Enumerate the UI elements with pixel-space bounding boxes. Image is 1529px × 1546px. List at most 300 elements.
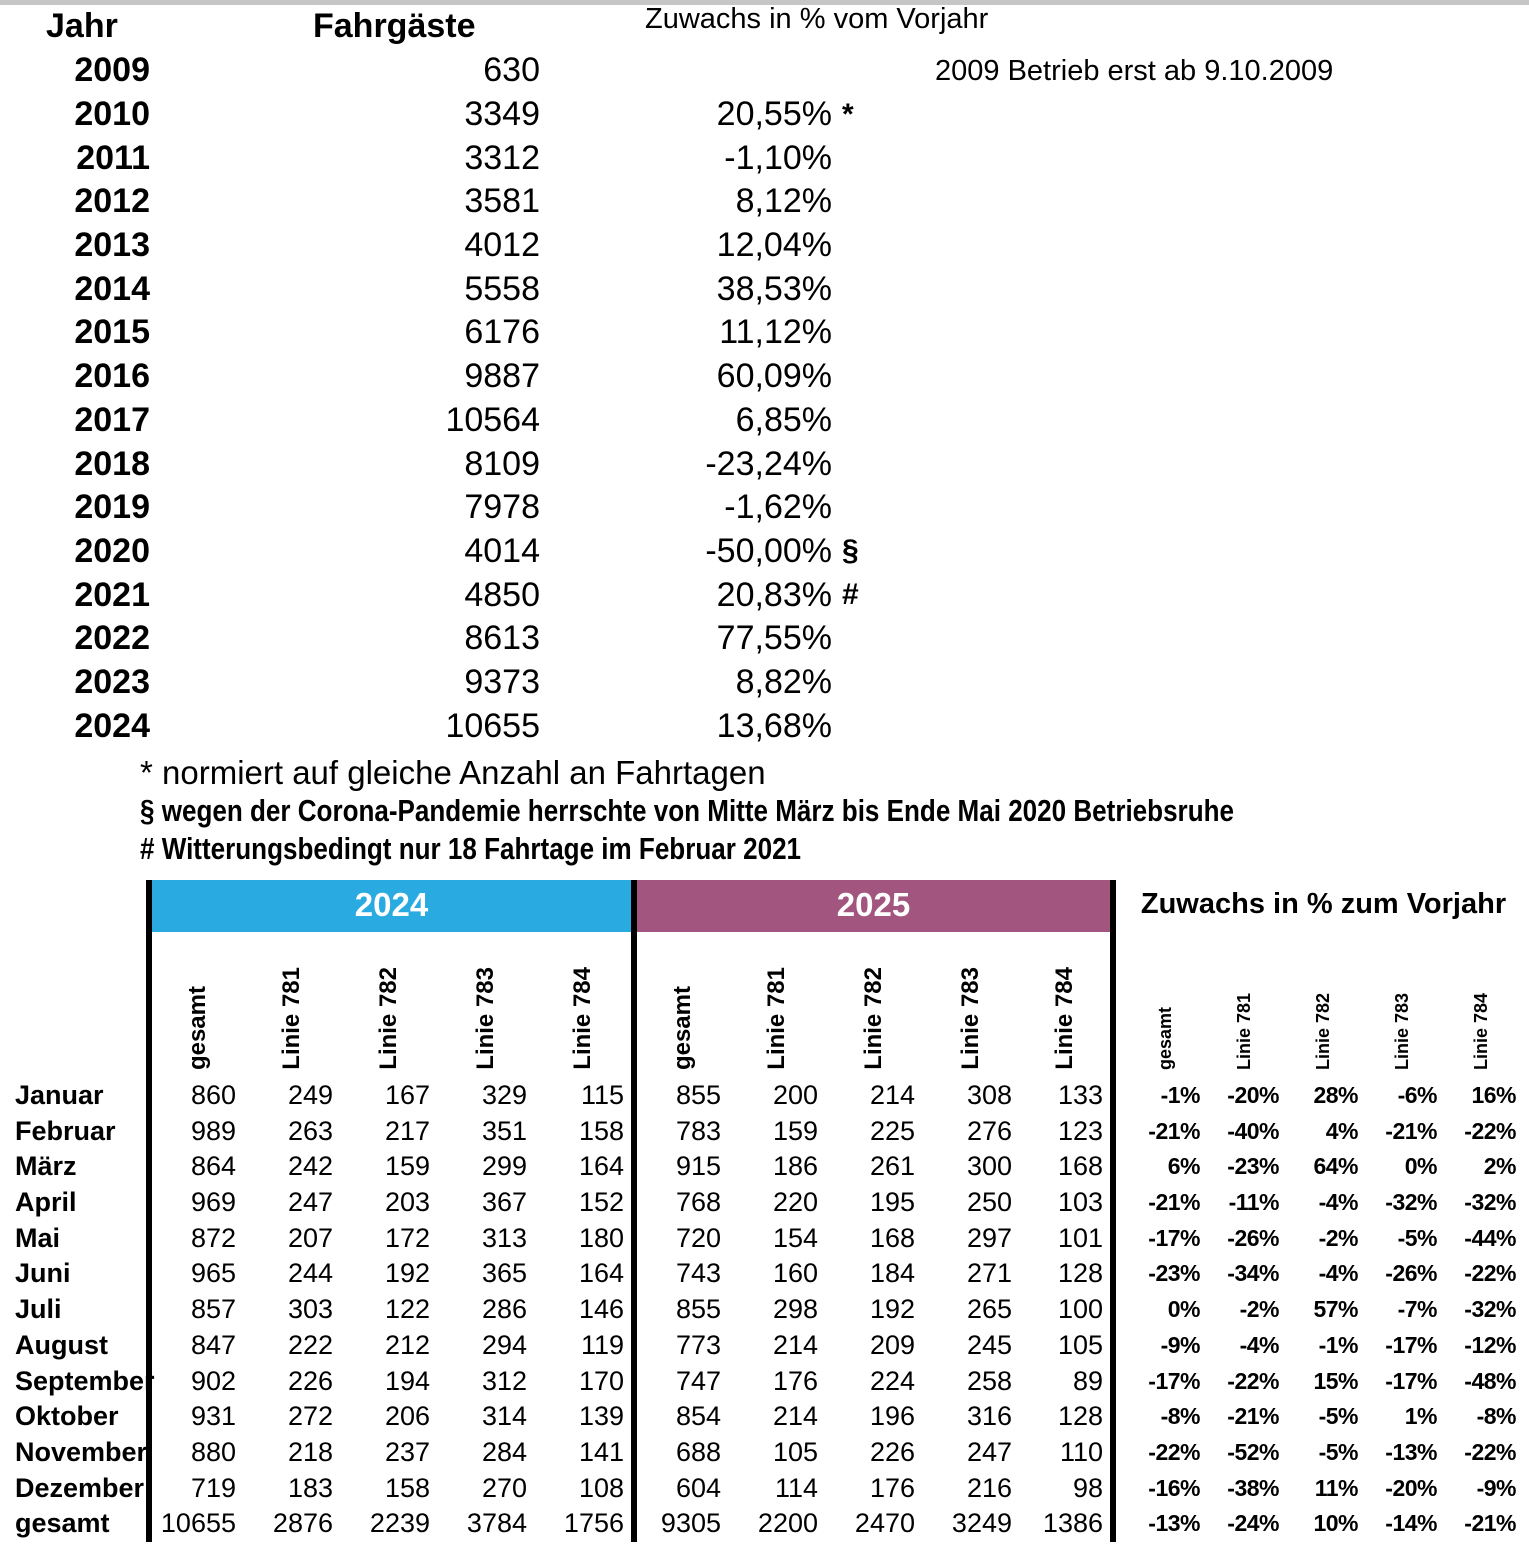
month-label: September bbox=[15, 1365, 155, 1396]
data-cell-2025: 110 bbox=[1019, 1435, 1116, 1471]
data-cell-2024: 119 bbox=[580, 1329, 624, 1360]
passengers-cell: 9373 bbox=[464, 662, 540, 701]
row-spacer bbox=[1116, 1506, 1126, 1542]
data-cell-2025: 128 bbox=[1019, 1399, 1116, 1435]
growth-cell: -26% bbox=[1385, 1260, 1437, 1287]
year-row bbox=[0, 399, 1529, 443]
column-label-text: gesamt bbox=[668, 985, 696, 1070]
data-cell-2024: 212 bbox=[384, 1329, 430, 1360]
year-cell: 2011 bbox=[76, 138, 150, 177]
passengers-cell: 9887 bbox=[464, 357, 540, 396]
data-cell-2025: 1386 bbox=[1019, 1506, 1116, 1542]
month-label: Juni bbox=[15, 1258, 71, 1289]
data-cell-2024: 989 bbox=[146, 1114, 243, 1150]
data-cell-2025: 98 bbox=[1019, 1471, 1116, 1507]
data-cell-2025: 261 bbox=[869, 1151, 915, 1182]
data-cell-2025: 768 bbox=[631, 1185, 728, 1221]
column-label-text: Linie 782 bbox=[1313, 992, 1333, 1070]
data-cell-2024: 270 bbox=[481, 1472, 527, 1503]
growth-cell: -21% bbox=[1148, 1117, 1200, 1144]
data-cell-2024: 313 bbox=[481, 1222, 527, 1253]
data-cell-2025: 245 bbox=[966, 1329, 1012, 1360]
year-cell: 2010 bbox=[74, 95, 150, 134]
year-row bbox=[0, 486, 1529, 530]
growth-cell: -40% bbox=[1227, 1117, 1279, 1144]
data-cell-2024: 164 bbox=[578, 1258, 624, 1289]
growth-cell: -48% bbox=[1464, 1367, 1516, 1394]
growth-cell: -1,10% bbox=[724, 138, 832, 177]
growth-cell: 38,53% bbox=[716, 269, 832, 308]
growth-cell: 10% bbox=[1313, 1510, 1358, 1537]
year-cell: 2013 bbox=[74, 226, 150, 265]
column-label-growth bbox=[1442, 932, 1521, 1078]
data-cell-2025: 220 bbox=[772, 1187, 818, 1218]
column-label-growth bbox=[1205, 932, 1284, 1078]
column-label-2025 bbox=[631, 932, 728, 1078]
data-cell-2025: 743 bbox=[631, 1256, 728, 1292]
data-cell-2024: 249 bbox=[287, 1080, 333, 1110]
data-cell-2024: 902 bbox=[146, 1364, 243, 1400]
growth-cell: -13% bbox=[1148, 1510, 1200, 1537]
column-label-text: Linie 781 bbox=[1234, 992, 1254, 1070]
year-cell: 2023 bbox=[74, 662, 150, 701]
year-cell: 2019 bbox=[74, 488, 150, 527]
data-cell-2024: 108 bbox=[578, 1472, 624, 1503]
data-cell-2025: 915 bbox=[631, 1149, 728, 1185]
data-cell-2024: 367 bbox=[481, 1187, 527, 1218]
data-cell-2025: 225 bbox=[869, 1115, 915, 1146]
column-label-text: Linie 784 bbox=[568, 967, 596, 1070]
month-label: Dezember bbox=[15, 1472, 145, 1503]
data-cell-2025: 103 bbox=[1019, 1185, 1116, 1221]
footnote-line: § wegen der Corona-Pandemie herrschte von Mitte März bis Ende Mai 2020 Betriebsruhe bbox=[140, 793, 1234, 828]
growth-cell: -17% bbox=[1385, 1367, 1437, 1394]
column-label-growth bbox=[1363, 932, 1442, 1078]
growth-cell: -23% bbox=[1227, 1153, 1279, 1180]
data-cell-2024: 2876 bbox=[272, 1508, 333, 1539]
column-label-text: Linie 781 bbox=[277, 967, 305, 1070]
passengers-cell: 3312 bbox=[464, 138, 540, 177]
data-cell-2025: 258 bbox=[966, 1365, 1012, 1396]
row-spacer bbox=[1116, 1471, 1126, 1507]
passengers-cell: 10564 bbox=[445, 400, 540, 439]
year-cell: 2021 bbox=[74, 575, 150, 614]
data-cell-2024: 115 bbox=[580, 1080, 624, 1110]
data-cell-2024: 159 bbox=[384, 1151, 430, 1182]
growth-cell: 8,82% bbox=[735, 662, 832, 701]
growth-cell: -22% bbox=[1464, 1438, 1516, 1465]
growth-cell: -6% bbox=[1397, 1082, 1437, 1108]
growth-cell: -8% bbox=[1160, 1403, 1200, 1430]
month-label: November bbox=[15, 1436, 148, 1467]
data-cell-2025: 250 bbox=[966, 1187, 1012, 1218]
year-row bbox=[0, 661, 1529, 705]
footnotes bbox=[140, 754, 1529, 868]
year-bar-2025: 2025 bbox=[631, 880, 1116, 932]
growth-cell: 6,85% bbox=[735, 400, 832, 439]
growth-cell: -2% bbox=[1318, 1224, 1358, 1251]
year-row bbox=[0, 93, 1529, 137]
growth-cell: -32% bbox=[1464, 1296, 1516, 1323]
data-cell-2025: 200 bbox=[772, 1080, 818, 1110]
row-spacer bbox=[1116, 1221, 1126, 1257]
column-label-growth bbox=[1284, 932, 1363, 1078]
column-label-2025 bbox=[922, 932, 1019, 1078]
year-row bbox=[0, 617, 1529, 661]
row-spacer bbox=[1116, 1399, 1126, 1435]
data-cell-2024: 158 bbox=[384, 1472, 430, 1503]
month-label: Januar bbox=[15, 1080, 104, 1110]
year-cell: 2024 bbox=[74, 706, 150, 745]
growth-cell: -5% bbox=[1397, 1224, 1437, 1251]
growth-cell: 15% bbox=[1313, 1367, 1358, 1394]
data-cell-2024: 365 bbox=[481, 1258, 527, 1289]
growth-cell: 20,83% bbox=[716, 575, 832, 614]
growth-column-header: Zuwachs in % vom Vorjahr bbox=[645, 3, 989, 35]
growth-cell: 77,55% bbox=[716, 619, 832, 658]
data-cell-2025: 105 bbox=[1019, 1328, 1116, 1364]
data-cell-2024: 217 bbox=[384, 1115, 430, 1146]
data-cell-2025: 184 bbox=[869, 1258, 915, 1289]
data-cell-2024: 10655 bbox=[146, 1506, 243, 1542]
growth-cell: -32% bbox=[1464, 1189, 1516, 1216]
growth-cell: -11% bbox=[1228, 1189, 1279, 1216]
column-label-2024 bbox=[146, 932, 243, 1078]
data-cell-2025: 100 bbox=[1019, 1292, 1116, 1328]
growth-cell: 4% bbox=[1325, 1117, 1358, 1144]
data-cell-2024: 872 bbox=[146, 1221, 243, 1257]
growth-cell: -13% bbox=[1385, 1438, 1437, 1465]
data-cell-2024: 880 bbox=[146, 1435, 243, 1471]
column-label-text: Linie 781 bbox=[762, 967, 790, 1070]
growth-cell: -20% bbox=[1385, 1474, 1437, 1501]
yearly-passengers-table bbox=[0, 5, 1529, 868]
year-cell: 2022 bbox=[74, 619, 150, 658]
footnote-line: # Witterungsbedingt nur 18 Fahrtage im Februar 2021 bbox=[140, 831, 802, 866]
data-cell-2024: 237 bbox=[384, 1436, 430, 1467]
row-spacer bbox=[1116, 1256, 1126, 1292]
footnote-symbol: § bbox=[842, 534, 859, 568]
data-cell-2025: 2200 bbox=[757, 1508, 818, 1539]
year-cell: 2016 bbox=[74, 357, 150, 396]
data-cell-2025: 773 bbox=[631, 1328, 728, 1364]
month-label: März bbox=[15, 1151, 77, 1182]
data-cell-2025: 688 bbox=[631, 1435, 728, 1471]
data-cell-2025: 720 bbox=[631, 1221, 728, 1257]
month-label: April bbox=[15, 1187, 77, 1218]
data-cell-2024: 226 bbox=[287, 1365, 333, 1396]
data-cell-2025: 214 bbox=[869, 1080, 915, 1110]
year-cell: 2012 bbox=[74, 182, 150, 221]
data-cell-2025: 176 bbox=[869, 1472, 915, 1503]
data-cell-2025: 195 bbox=[869, 1187, 915, 1218]
passengers-cell: 630 bbox=[483, 51, 540, 90]
year-cell: 2014 bbox=[74, 269, 150, 308]
data-cell-2025: 168 bbox=[1019, 1149, 1116, 1185]
data-cell-2024: 167 bbox=[384, 1080, 430, 1110]
year-cell: 2020 bbox=[74, 531, 150, 570]
growth-cell: -21% bbox=[1148, 1189, 1200, 1216]
footnote-symbol: # bbox=[842, 578, 859, 612]
data-cell-2025: 196 bbox=[869, 1401, 915, 1432]
data-cell-2024: 180 bbox=[578, 1222, 624, 1253]
data-cell-2025: 854 bbox=[631, 1399, 728, 1435]
growth-cell: -17% bbox=[1148, 1367, 1200, 1394]
column-label-text: Linie 784 bbox=[1050, 967, 1078, 1070]
passengers-cell: 10655 bbox=[445, 706, 540, 745]
data-cell-2025: 271 bbox=[966, 1258, 1012, 1289]
data-cell-2024: 183 bbox=[287, 1472, 333, 1503]
data-cell-2024: 864 bbox=[146, 1149, 243, 1185]
year-row bbox=[0, 136, 1529, 180]
data-cell-2025: 123 bbox=[1019, 1114, 1116, 1150]
growth-cell: -8% bbox=[1476, 1403, 1516, 1430]
year-row bbox=[0, 311, 1529, 355]
passengers-cell: 4012 bbox=[464, 226, 540, 265]
column-label-text: gesamt bbox=[1155, 1006, 1175, 1070]
data-cell-2024: 203 bbox=[384, 1187, 430, 1218]
data-cell-2025: 226 bbox=[869, 1436, 915, 1467]
growth-cell: -17% bbox=[1385, 1331, 1437, 1358]
row-spacer bbox=[1116, 1149, 1126, 1185]
data-cell-2024: 194 bbox=[384, 1365, 430, 1396]
column-label-2025 bbox=[825, 932, 922, 1078]
data-cell-2025: 209 bbox=[869, 1329, 915, 1360]
passengers-column-header: Fahrgäste bbox=[313, 7, 476, 45]
header-spacer bbox=[1116, 880, 1126, 932]
corner-spacer bbox=[3, 880, 146, 932]
growth-cell: -4% bbox=[1318, 1189, 1358, 1216]
year-row bbox=[0, 224, 1529, 268]
data-cell-2025: 316 bbox=[966, 1401, 1012, 1432]
year-row bbox=[0, 355, 1529, 399]
data-cell-2024: 294 bbox=[481, 1329, 527, 1360]
year-row bbox=[0, 530, 1529, 574]
growth-cell: -9% bbox=[1476, 1474, 1516, 1501]
month-label: gesamt bbox=[15, 1508, 110, 1539]
column-label-text: gesamt bbox=[183, 985, 211, 1070]
data-cell-2025: 168 bbox=[869, 1222, 915, 1253]
data-cell-2025: 247 bbox=[966, 1436, 1012, 1467]
data-cell-2025: 276 bbox=[966, 1115, 1012, 1146]
growth-cell: -21% bbox=[1227, 1403, 1279, 1430]
label-row-spacer bbox=[3, 932, 146, 1078]
growth-cell: 20,55% bbox=[716, 95, 832, 134]
data-cell-2025: 297 bbox=[966, 1222, 1012, 1253]
growth-cell: -22% bbox=[1227, 1367, 1279, 1394]
data-cell-2025: 192 bbox=[869, 1294, 915, 1325]
data-cell-2024: 860 bbox=[146, 1078, 243, 1114]
data-cell-2024: 314 bbox=[481, 1401, 527, 1432]
data-cell-2024: 2239 bbox=[369, 1508, 430, 1539]
data-cell-2024: 272 bbox=[287, 1401, 333, 1432]
growth-cell: 11,12% bbox=[719, 313, 832, 352]
column-label-text: Linie 783 bbox=[1392, 992, 1412, 1070]
year-row bbox=[0, 704, 1529, 748]
growth-cell: 2% bbox=[1483, 1153, 1516, 1180]
data-cell-2024: 172 bbox=[384, 1222, 430, 1253]
growth-cell: -4% bbox=[1318, 1260, 1358, 1287]
growth-cell: -16% bbox=[1148, 1474, 1200, 1501]
year-cell: 2015 bbox=[74, 313, 150, 352]
growth-cell: -22% bbox=[1464, 1260, 1516, 1287]
label-row-spacer bbox=[1116, 932, 1126, 1078]
data-cell-2024: 3784 bbox=[466, 1508, 527, 1539]
month-label: August bbox=[15, 1329, 108, 1360]
data-cell-2024: 857 bbox=[146, 1292, 243, 1328]
year-row bbox=[0, 573, 1529, 617]
row-spacer bbox=[1116, 1114, 1126, 1150]
year-cell: 2009 bbox=[74, 51, 150, 90]
growth-cell: -23% bbox=[1148, 1260, 1200, 1287]
passengers-cell: 8109 bbox=[464, 444, 540, 483]
month-label: Mai bbox=[15, 1222, 61, 1253]
year-row bbox=[0, 267, 1529, 311]
growth-cell: 12,04% bbox=[716, 226, 832, 265]
data-cell-2025: 224 bbox=[869, 1365, 915, 1396]
month-label: Oktober bbox=[15, 1401, 119, 1432]
data-cell-2024: 247 bbox=[287, 1187, 333, 1218]
data-cell-2024: 122 bbox=[384, 1294, 430, 1325]
data-cell-2025: 298 bbox=[772, 1294, 818, 1325]
data-cell-2024: 969 bbox=[146, 1185, 243, 1221]
data-cell-2025: 105 bbox=[772, 1436, 818, 1467]
growth-cell: -21% bbox=[1385, 1117, 1437, 1144]
passengers-cell: 6176 bbox=[464, 313, 540, 352]
data-cell-2025: 101 bbox=[1019, 1221, 1116, 1257]
column-label-text: Linie 783 bbox=[471, 967, 499, 1070]
column-label-growth bbox=[1126, 932, 1205, 1078]
data-cell-2025: 9305 bbox=[631, 1506, 728, 1542]
data-cell-2025: 604 bbox=[631, 1471, 728, 1507]
growth-section-title: Zuwachs in % zum Vorjahr bbox=[1140, 888, 1507, 920]
row-spacer bbox=[1116, 1078, 1126, 1114]
footnote-line: * normiert auf gleiche Anzahl an Fahrtagen bbox=[140, 754, 766, 791]
monthly-lines-table bbox=[3, 880, 1521, 1542]
growth-cell: -38% bbox=[1227, 1474, 1279, 1501]
growth-cell: 16% bbox=[1471, 1082, 1516, 1108]
row-spacer bbox=[1116, 1364, 1126, 1400]
column-label-2024 bbox=[437, 932, 534, 1078]
data-cell-2025: 265 bbox=[966, 1294, 1012, 1325]
growth-cell: -17% bbox=[1148, 1224, 1200, 1251]
data-cell-2024: 931 bbox=[146, 1399, 243, 1435]
data-cell-2025: 154 bbox=[772, 1222, 818, 1253]
growth-cell: -2% bbox=[1239, 1296, 1279, 1323]
month-label: Februar bbox=[15, 1115, 116, 1146]
growth-cell: 0% bbox=[1404, 1153, 1437, 1180]
growth-cell: 11% bbox=[1314, 1474, 1358, 1501]
data-cell-2024: 164 bbox=[578, 1151, 624, 1182]
data-cell-2024: 284 bbox=[481, 1436, 527, 1467]
year-cell: 2018 bbox=[74, 444, 150, 483]
note-2009-operation-start: 2009 Betrieb erst ab 9.10.2009 bbox=[935, 55, 1334, 87]
growth-cell: 57% bbox=[1313, 1296, 1358, 1323]
data-cell-2024: 206 bbox=[384, 1401, 430, 1432]
column-label-2024 bbox=[534, 932, 631, 1078]
growth-cell: -9% bbox=[1160, 1331, 1200, 1358]
growth-cell: -1% bbox=[1318, 1331, 1358, 1358]
column-label-2024 bbox=[340, 932, 437, 1078]
growth-cell: -12% bbox=[1464, 1331, 1516, 1358]
growth-cell: -24% bbox=[1227, 1510, 1279, 1537]
data-cell-2025: 855 bbox=[631, 1078, 728, 1114]
data-cell-2024: 222 bbox=[287, 1329, 333, 1360]
growth-cell: -21% bbox=[1464, 1510, 1516, 1537]
growth-cell: -1,62% bbox=[724, 488, 832, 527]
column-label-2025 bbox=[1019, 932, 1116, 1078]
data-cell-2025: 214 bbox=[772, 1329, 818, 1360]
passengers-cell: 4014 bbox=[464, 531, 540, 570]
passengers-cell: 8613 bbox=[464, 619, 540, 658]
growth-cell: -14% bbox=[1385, 1510, 1437, 1537]
growth-cell: -20% bbox=[1227, 1082, 1279, 1108]
growth-cell: -4% bbox=[1239, 1331, 1279, 1358]
column-label-text: Linie 784 bbox=[1471, 992, 1491, 1070]
data-cell-2025: 747 bbox=[631, 1364, 728, 1400]
growth-cell: 64% bbox=[1313, 1153, 1358, 1180]
data-cell-2024: 303 bbox=[287, 1294, 333, 1325]
year-row bbox=[0, 180, 1529, 224]
growth-cell: -7% bbox=[1397, 1296, 1437, 1323]
growth-cell: -1% bbox=[1160, 1082, 1200, 1108]
growth-cell: -23,24% bbox=[705, 444, 832, 483]
yearly-table-header bbox=[0, 5, 1529, 49]
footnote-symbol: * bbox=[842, 97, 854, 131]
passengers-cell: 3581 bbox=[464, 182, 540, 221]
growth-cell: 28% bbox=[1313, 1082, 1358, 1108]
data-cell-2024: 312 bbox=[481, 1365, 527, 1396]
data-cell-2024: 244 bbox=[287, 1258, 333, 1289]
year-column-header: Jahr bbox=[46, 7, 118, 45]
year-cell: 2017 bbox=[74, 400, 150, 439]
column-label-text: Linie 783 bbox=[956, 967, 984, 1070]
growth-cell: 60,09% bbox=[716, 357, 832, 396]
growth-cell: -52% bbox=[1227, 1438, 1279, 1465]
data-cell-2025: 159 bbox=[772, 1115, 818, 1146]
data-cell-2025: 176 bbox=[772, 1365, 818, 1396]
row-spacer bbox=[1116, 1185, 1126, 1221]
data-cell-2024: 152 bbox=[578, 1187, 624, 1218]
passengers-cell: 4850 bbox=[464, 575, 540, 614]
data-cell-2025: 3249 bbox=[951, 1508, 1012, 1539]
data-cell-2024: 1756 bbox=[563, 1508, 624, 1539]
growth-cell: 0% bbox=[1167, 1296, 1200, 1323]
row-spacer bbox=[1116, 1292, 1126, 1328]
data-cell-2024: 192 bbox=[384, 1258, 430, 1289]
month-label: Juli bbox=[15, 1294, 62, 1325]
data-cell-2025: 160 bbox=[772, 1258, 818, 1289]
passengers-cell: 7978 bbox=[464, 488, 540, 527]
growth-cell: -34% bbox=[1227, 1260, 1279, 1287]
data-cell-2025: 300 bbox=[966, 1151, 1012, 1182]
data-cell-2025: 214 bbox=[772, 1401, 818, 1432]
data-cell-2024: 719 bbox=[146, 1471, 243, 1507]
column-label-text: Linie 782 bbox=[374, 967, 402, 1070]
year-row bbox=[0, 442, 1529, 486]
data-cell-2024: 351 bbox=[481, 1115, 527, 1146]
data-cell-2025: 855 bbox=[631, 1292, 728, 1328]
year-bar-2024: 2024 bbox=[146, 880, 631, 932]
data-cell-2025: 216 bbox=[966, 1472, 1012, 1503]
data-cell-2024: 242 bbox=[287, 1151, 333, 1182]
data-cell-2024: 965 bbox=[146, 1256, 243, 1292]
yearly-rows bbox=[0, 49, 1529, 748]
growth-cell: 1% bbox=[1404, 1403, 1437, 1430]
row-spacer bbox=[1116, 1435, 1126, 1471]
data-cell-2025: 186 bbox=[772, 1151, 818, 1182]
growth-cell: -22% bbox=[1464, 1117, 1516, 1144]
